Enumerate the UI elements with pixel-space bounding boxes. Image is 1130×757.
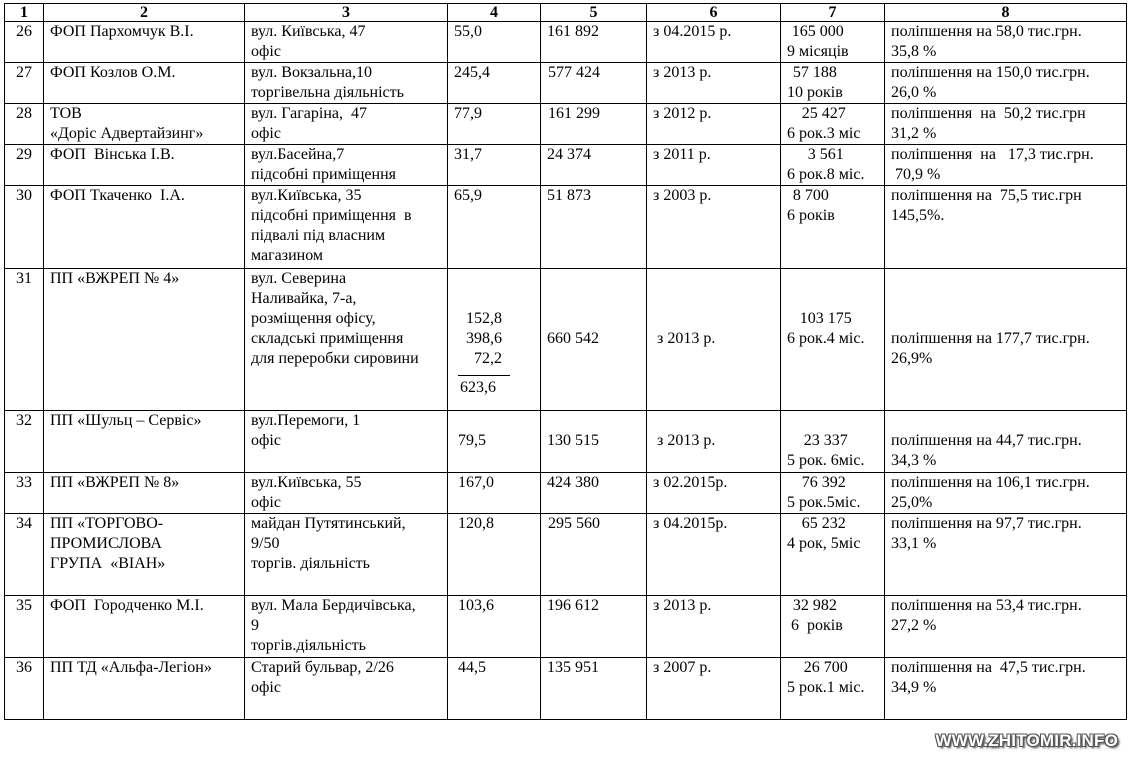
address-cell xyxy=(245,658,448,720)
row-number: 35 xyxy=(16,597,32,614)
area-cell xyxy=(448,186,541,269)
row-number-cell xyxy=(5,411,44,473)
result-line: поліпшення на 177,7 тис.грн. xyxy=(891,330,1090,347)
result-line: поліпшення на 44,7 тис.грн. xyxy=(891,432,1082,449)
since-cell xyxy=(647,63,781,104)
address-cell xyxy=(245,411,448,473)
address-line: вул.Київська, 35 xyxy=(251,187,362,204)
address-line: вул.Перемоги, 1 xyxy=(251,412,361,429)
address-line: магазином xyxy=(251,247,324,264)
table-row xyxy=(5,22,1127,63)
term-cell xyxy=(781,269,885,411)
address-line: вул.Басейна,7 xyxy=(251,146,345,163)
row-number: 29 xyxy=(16,146,32,163)
row-number-cell xyxy=(5,186,44,269)
tenant-name-cell xyxy=(44,145,245,186)
address-line: підсобні приміщення в xyxy=(251,207,412,224)
address-cell xyxy=(245,63,448,104)
address-cell xyxy=(245,596,448,658)
tenant-name: ГРУПА «ВІАН» xyxy=(50,555,166,572)
tenant-name: ФОП Городченко М.І. xyxy=(50,597,204,614)
term-value: 6 рок.8 міс. xyxy=(787,166,865,183)
result-line: 27,2 % xyxy=(891,617,937,634)
tenant-name: ПП ТД «Альфа-Легіон» xyxy=(50,659,212,676)
result-cell xyxy=(885,514,1127,596)
address-line: 9/50 xyxy=(251,535,280,552)
row-number: 32 xyxy=(16,412,32,429)
area-cell xyxy=(448,658,541,720)
sum-value: 577 424 xyxy=(548,64,600,81)
since-value: з 04.2015р. xyxy=(653,515,728,532)
col-header-4: 4 xyxy=(448,4,541,22)
result-line: 26,9% xyxy=(891,350,933,367)
result-line: поліпшення на 97,7 тис.грн. xyxy=(891,515,1082,532)
tenant-name-cell xyxy=(44,596,245,658)
since-value: з 2013 р. xyxy=(653,597,712,614)
address-cell xyxy=(245,269,448,411)
term-value: 32 982 xyxy=(792,597,837,614)
result-line: 25,0% xyxy=(891,494,933,511)
header-row xyxy=(5,4,1127,22)
address-cell xyxy=(245,186,448,269)
sum-cell xyxy=(541,596,647,658)
term-values xyxy=(787,63,843,103)
area-cell xyxy=(448,63,541,104)
site-watermark: WWW.ZHITOMIR.INFO xyxy=(935,731,1118,750)
area-value: 77,9 xyxy=(454,105,482,122)
tenant-name-cell xyxy=(44,514,245,596)
since-value: з 2013 р. xyxy=(653,64,712,81)
result-line: 70,9 % xyxy=(891,166,941,183)
term-value: 6 рок.4 міс. xyxy=(787,330,865,347)
result-line: 145,5%. xyxy=(891,207,945,224)
row-number-cell xyxy=(5,514,44,596)
since-cell xyxy=(647,596,781,658)
result-cell xyxy=(885,658,1127,720)
term-value: 23 337 xyxy=(803,432,848,449)
tenant-name: ПП «ВЖРЕП № 4» xyxy=(50,270,180,287)
term-values xyxy=(787,186,835,226)
since-value: з 2007 р. xyxy=(653,659,712,676)
tenant-name: ПП «ТОРГОВО- xyxy=(50,515,164,532)
col-header-1: 1 xyxy=(5,4,44,22)
address-line: офіс xyxy=(251,432,281,449)
since-value: з 2011 р. xyxy=(653,146,711,163)
term-value: 57 188 xyxy=(792,64,837,81)
address-line: Наливайка, 7-а, xyxy=(251,290,357,307)
tenant-name-cell xyxy=(44,63,245,104)
sum-cell xyxy=(541,22,647,63)
sum-value: 161 299 xyxy=(548,105,600,122)
tenant-name: ПП «Шульц – Сервіс» xyxy=(50,412,202,429)
address-cell xyxy=(245,22,448,63)
address-line: для переробки сировини xyxy=(251,350,419,367)
address-line: вул. Гагаріна, 47 xyxy=(251,105,368,122)
tenant-name-cell xyxy=(44,411,245,473)
sum-value: 295 560 xyxy=(548,515,600,532)
term-value: 76 392 xyxy=(801,474,846,491)
since-value: з 2013 р. xyxy=(657,432,716,449)
address-line: офіс xyxy=(251,679,281,696)
table-row xyxy=(5,145,1127,186)
tenant-name: ПРОМИСЛОВА xyxy=(50,535,162,552)
term-value: 5 рок. 6міс. xyxy=(787,452,865,469)
area-cell xyxy=(448,514,541,596)
row-number-cell xyxy=(5,63,44,104)
address-line: офіс xyxy=(251,494,281,511)
area-value: 44,5 xyxy=(458,659,486,676)
result-cell xyxy=(885,104,1127,145)
address-line: Старий бульвар, 2/26 xyxy=(251,659,394,676)
address-line: підсобні приміщення xyxy=(251,166,396,183)
address-line: підвалі під власним xyxy=(251,227,386,244)
sum-cell xyxy=(541,658,647,720)
address-line: складські приміщення xyxy=(251,330,404,347)
since-cell xyxy=(647,411,781,473)
sum-rule xyxy=(458,375,510,376)
row-number: 30 xyxy=(16,187,32,204)
since-cell xyxy=(647,473,781,514)
sum-value: 130 515 xyxy=(547,432,599,449)
tenant-name-cell xyxy=(44,186,245,269)
since-value: з 02.2015р. xyxy=(653,474,728,491)
term-cell xyxy=(781,514,885,596)
address-line: вул. Київська, 47 xyxy=(251,23,366,40)
row-number: 28 xyxy=(16,105,32,122)
area-value: 167,0 xyxy=(458,474,494,491)
tenant-name-cell xyxy=(44,104,245,145)
row-number: 36 xyxy=(16,659,32,676)
col-header-2: 2 xyxy=(44,4,245,22)
result-line: поліпшення на 75,5 тис.грн xyxy=(891,187,1082,204)
area-value: 120,8 xyxy=(458,515,494,532)
term-cell xyxy=(781,22,885,63)
table-row xyxy=(5,473,1127,514)
term-values xyxy=(787,658,864,698)
term-value: 5 рок.5міс. xyxy=(787,494,861,511)
sum-value: 196 612 xyxy=(547,597,599,614)
since-value: з 2013 р. xyxy=(657,330,716,347)
row-number-cell xyxy=(5,269,44,411)
term-value: 6 років xyxy=(787,617,843,634)
table-row xyxy=(5,411,1127,473)
term-values xyxy=(787,431,864,471)
result-cell xyxy=(885,473,1127,514)
term-cell xyxy=(781,658,885,720)
area-cell xyxy=(448,22,541,63)
table-row xyxy=(5,104,1127,145)
result-line: поліпшення на 50,2 тис.грн xyxy=(891,105,1086,122)
row-number: 34 xyxy=(16,515,32,532)
sum-value: 424 380 xyxy=(547,474,599,491)
row-number-cell xyxy=(5,104,44,145)
tenant-name: ТОВ xyxy=(50,105,82,122)
table-row xyxy=(5,186,1127,269)
sum-cell xyxy=(541,145,647,186)
address-line: торгів. діяльність xyxy=(251,555,370,572)
since-value: з 2003 р. xyxy=(653,187,712,204)
term-value: 103 175 xyxy=(799,310,852,327)
result-line: поліпшення на 58,0 тис.грн. xyxy=(891,23,1082,40)
tenant-name-cell xyxy=(44,22,245,63)
tenant-name: ПП «ВЖРЕП № 8» xyxy=(50,474,180,491)
row-number-cell xyxy=(5,145,44,186)
since-cell xyxy=(647,514,781,596)
lease-table xyxy=(4,3,1127,720)
col-header-7: 7 xyxy=(781,4,885,22)
term-value: 9 місяців xyxy=(787,43,849,60)
sum-value: 135 951 xyxy=(547,659,599,676)
sum-value: 24 374 xyxy=(547,146,591,163)
result-line: 34,3 % xyxy=(891,452,937,469)
row-number-cell xyxy=(5,22,44,63)
table-row xyxy=(5,63,1127,104)
tenant-name: ФОП Козлов О.М. xyxy=(50,64,176,81)
area-value: 398,6 xyxy=(466,330,502,347)
term-values xyxy=(787,309,864,349)
row-number: 33 xyxy=(16,474,32,491)
term-cell xyxy=(781,145,885,186)
term-values xyxy=(787,22,849,62)
term-value: 25 427 xyxy=(801,105,846,122)
area-value: 72,2 xyxy=(474,350,502,367)
table-row xyxy=(5,596,1127,658)
since-cell xyxy=(647,269,781,411)
area-value: 79,5 xyxy=(458,432,486,449)
term-value: 65 232 xyxy=(801,515,846,532)
row-number: 27 xyxy=(16,64,32,81)
result-line: поліпшення на 106,1 тис.грн. xyxy=(891,474,1090,491)
address-line: майдан Путятинський, xyxy=(251,515,406,532)
area-total: 623,6 xyxy=(460,379,496,396)
result-cell xyxy=(885,145,1127,186)
area-value: 55,0 xyxy=(454,23,482,40)
term-value: 8 700 xyxy=(792,187,829,204)
sum-value: 660 542 xyxy=(547,330,599,347)
sum-cell xyxy=(541,104,647,145)
tenant-name-cell xyxy=(44,658,245,720)
area-value: 31,7 xyxy=(454,146,482,163)
sum-cell xyxy=(541,269,647,411)
table-row xyxy=(5,514,1127,596)
since-value: з 2012 р. xyxy=(653,105,712,122)
term-values xyxy=(787,145,864,185)
col-header-6: 6 xyxy=(647,4,781,22)
tenant-name-cell xyxy=(44,269,245,411)
col-header-8: 8 xyxy=(885,4,1127,22)
result-cell xyxy=(885,22,1127,63)
term-value: 3 561 xyxy=(807,146,844,163)
since-cell xyxy=(647,104,781,145)
since-cell xyxy=(647,22,781,63)
col-header-5: 5 xyxy=(541,4,647,22)
term-values xyxy=(787,473,860,513)
area-values xyxy=(456,309,502,369)
tenant-name: «Доріс Адвертайзинг» xyxy=(50,125,204,142)
address-line: 9 xyxy=(251,617,259,634)
address-line: вул. Мала Бердичівська, xyxy=(251,597,416,614)
sum-cell xyxy=(541,411,647,473)
result-line: 26,0 % xyxy=(891,84,937,101)
row-number-cell xyxy=(5,473,44,514)
address-line: вул.Київська, 55 xyxy=(251,474,362,491)
area-value: 152,8 xyxy=(466,310,502,327)
result-line: 33,1 % xyxy=(891,535,937,552)
sum-cell xyxy=(541,186,647,269)
tenant-name-cell xyxy=(44,473,245,514)
area-value: 103,6 xyxy=(458,597,494,614)
sum-cell xyxy=(541,514,647,596)
term-values xyxy=(787,514,860,554)
row-number-cell xyxy=(5,596,44,658)
address-line: торгівельна діяльність xyxy=(251,84,404,101)
address-line: вул. Вокзальна,10 xyxy=(251,64,373,81)
area-value: 245,4 xyxy=(454,64,490,81)
term-value: 4 рок, 5міс xyxy=(787,535,861,552)
address-line: офіс xyxy=(251,125,281,142)
term-cell xyxy=(781,473,885,514)
area-cell xyxy=(448,596,541,658)
address-cell xyxy=(245,104,448,145)
table-row xyxy=(5,658,1127,720)
since-cell xyxy=(647,186,781,269)
term-cell xyxy=(781,596,885,658)
row-number: 26 xyxy=(16,23,32,40)
address-line: торгів.діяльність xyxy=(251,637,366,654)
area-cell xyxy=(448,269,541,411)
address-line: розміщення офісу, xyxy=(251,310,376,327)
sum-cell xyxy=(541,473,647,514)
area-cell xyxy=(448,473,541,514)
area-cell xyxy=(448,411,541,473)
term-value: 10 років xyxy=(787,84,843,101)
result-line: 35,8 % xyxy=(891,43,937,60)
result-line: поліпшення на 150,0 тис.грн. xyxy=(891,64,1090,81)
term-value: 6 років xyxy=(787,207,835,224)
address-cell xyxy=(245,145,448,186)
sum-value: 161 892 xyxy=(547,23,599,40)
result-line: поліпшення на 47,5 тис.грн. xyxy=(891,659,1086,676)
term-cell xyxy=(781,411,885,473)
address-cell xyxy=(245,514,448,596)
area-cell xyxy=(448,145,541,186)
result-cell xyxy=(885,186,1127,269)
result-cell xyxy=(885,269,1127,411)
address-cell xyxy=(245,473,448,514)
since-cell xyxy=(647,145,781,186)
area-value: 65,9 xyxy=(454,187,482,204)
address-line: вул. Северина xyxy=(251,270,347,287)
sum-cell xyxy=(541,63,647,104)
term-cell xyxy=(781,63,885,104)
area-cell xyxy=(448,104,541,145)
result-line: поліпшення на 17,3 тис.грн. xyxy=(891,146,1094,163)
since-cell xyxy=(647,658,781,720)
term-value: 6 рок.3 міс xyxy=(787,125,861,142)
col-header-3: 3 xyxy=(245,4,448,22)
term-value: 165 000 xyxy=(791,23,844,40)
address-line: офіс xyxy=(251,43,281,60)
row-number-cell xyxy=(5,658,44,720)
tenant-name: ФОП Ткаченко І.А. xyxy=(50,187,185,204)
since-value: з 04.2015 р. xyxy=(653,23,732,40)
result-line: поліпшення на 53,4 тис.грн. xyxy=(891,597,1082,614)
tenant-name: ФОП Пархомчук В.І. xyxy=(50,23,194,40)
term-cell xyxy=(781,104,885,145)
result-cell xyxy=(885,596,1127,658)
result-cell xyxy=(885,411,1127,473)
result-line: 31,2 % xyxy=(891,125,937,142)
term-value: 5 рок.1 міс. xyxy=(787,679,865,696)
result-line: 34,9 % xyxy=(891,679,937,696)
term-cell xyxy=(781,186,885,269)
result-cell xyxy=(885,63,1127,104)
term-values xyxy=(787,596,843,636)
table-body xyxy=(5,22,1127,720)
sum-value: 51 873 xyxy=(547,187,591,204)
tenant-name: ФОП Вінська І.В. xyxy=(50,146,175,163)
row-number: 31 xyxy=(16,270,32,287)
term-value: 26 700 xyxy=(803,659,848,676)
table-row xyxy=(5,269,1127,411)
term-values xyxy=(787,104,860,144)
